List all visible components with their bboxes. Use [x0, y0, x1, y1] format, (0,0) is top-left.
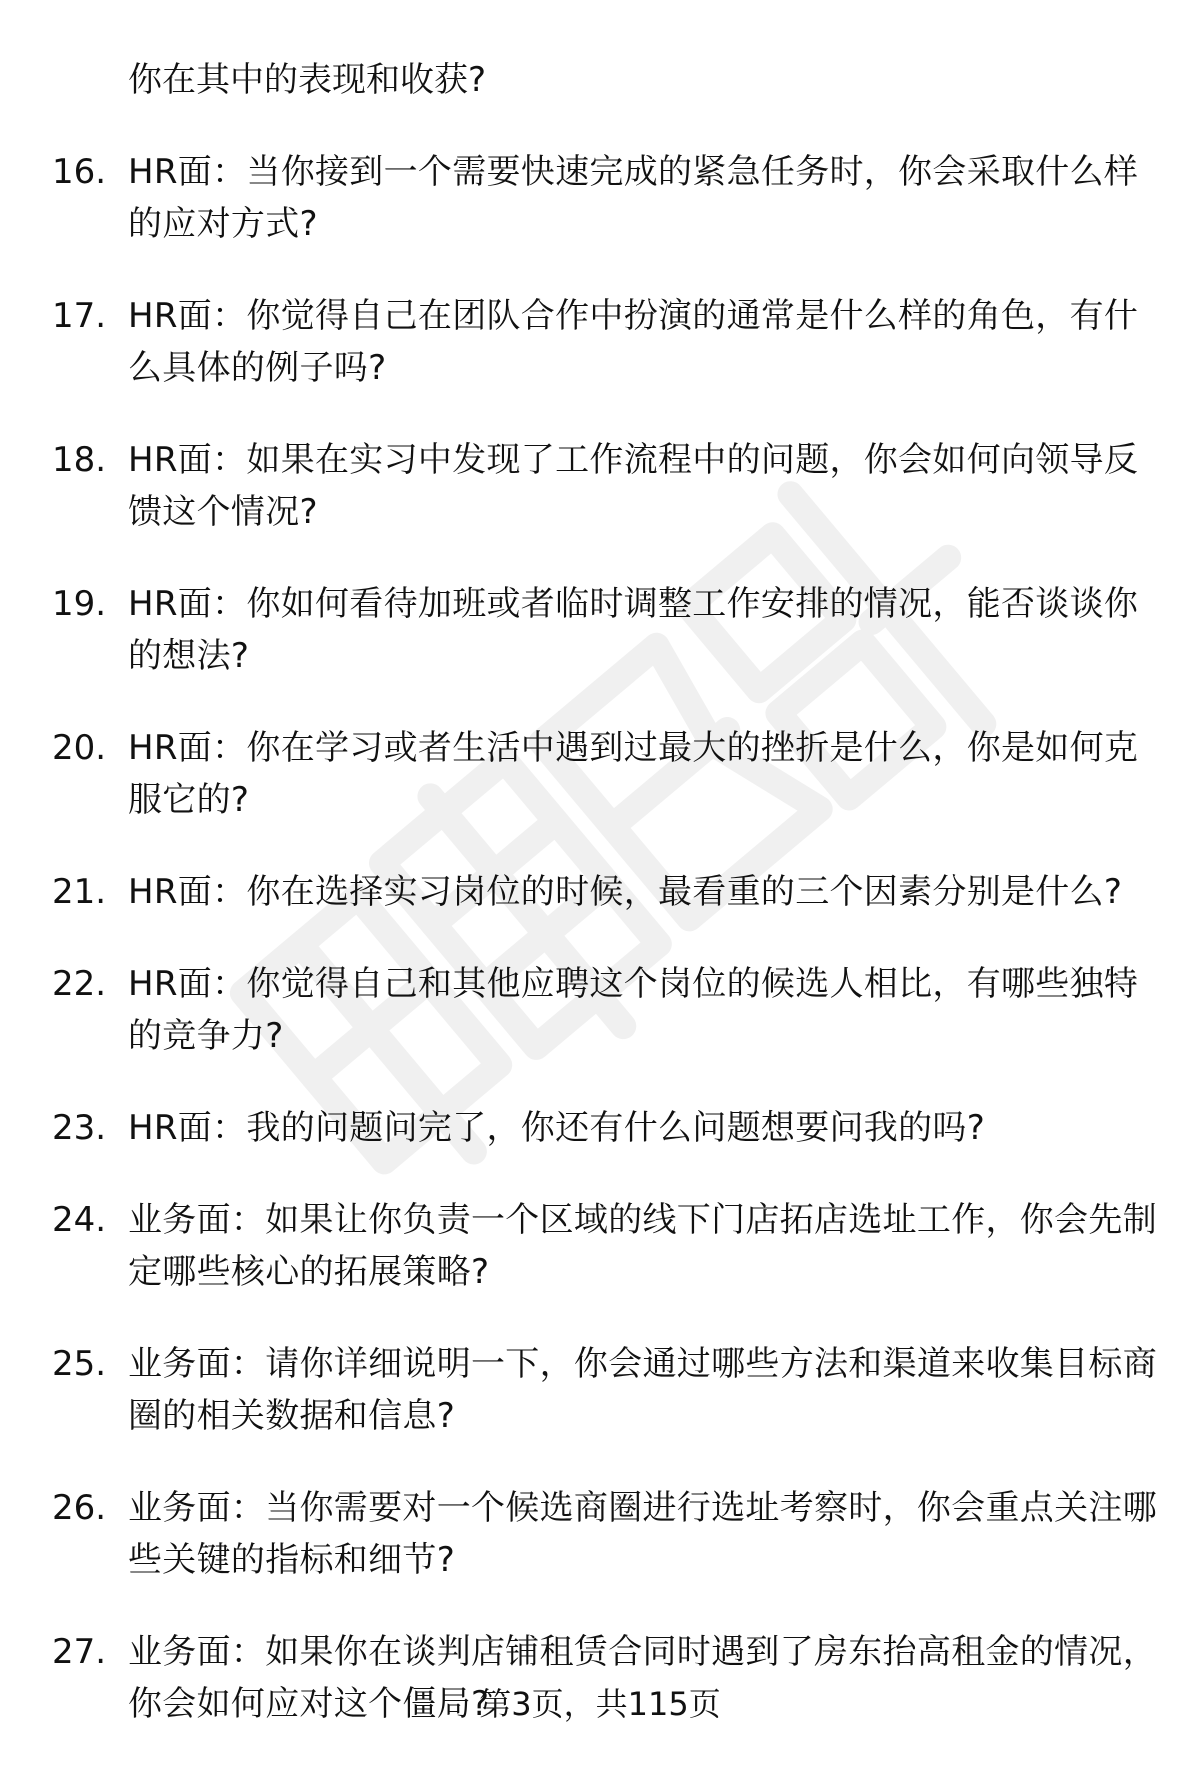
item-number: 25.	[52, 1344, 107, 1384]
list-item	[0, 866, 1200, 918]
list-item	[0, 958, 1200, 1062]
item-text: HR面：我的问题问完了，你还有什么问题想要问我的吗?	[128, 1108, 986, 1148]
item-text: HR面：你在学习或者生活中遇到过最大的挫折是什么，你是如何克服它的?	[128, 728, 1139, 820]
item-text: 业务面：当你需要对一个候选商圈进行选址考察时，你会重点关注哪些关键的指标和细节?	[128, 1488, 1157, 1580]
item-number: 26.	[52, 1488, 107, 1528]
item-text: HR面：你如何看待加班或者临时调整工作安排的情况，能否谈谈你的想法?	[128, 584, 1139, 676]
list-item	[0, 578, 1200, 682]
item-text: 业务面：如果让你负责一个区域的线下门店拓店选址工作，你会先制定哪些核心的拓展策略?	[128, 1200, 1157, 1292]
list-item	[0, 722, 1200, 826]
list-item	[0, 146, 1200, 250]
question-list	[0, 54, 1200, 1770]
item-number: 20.	[52, 728, 107, 768]
list-item	[0, 1102, 1200, 1154]
item-text: 业务面：请你详细说明一下，你会通过哪些方法和渠道来收集目标商圈的相关数据和信息?	[128, 1344, 1157, 1436]
page-footer: 第3页，共115页	[479, 1685, 721, 1723]
item-text: HR面：如果在实习中发现了工作流程中的问题，你会如何向领导反馈这个情况?	[128, 440, 1139, 532]
item-text: 业务面：如果你在谈判店铺租赁合同时遇到了房东抬高租金的情况，你会如何应对这个僵局?	[128, 1632, 1157, 1724]
item-number: 23.	[52, 1108, 107, 1148]
item-number: 16.	[52, 152, 107, 192]
item-number: 19.	[52, 584, 107, 624]
item-number: 17.	[52, 296, 107, 336]
item-number: 18.	[52, 440, 107, 480]
item-number: 27.	[52, 1632, 107, 1672]
item-text: HR面：你在选择实习岗位的时候，最看重的三个因素分别是什么?	[128, 872, 1123, 912]
list-item	[0, 1482, 1200, 1586]
list-item	[0, 434, 1200, 538]
item-number: 21.	[52, 872, 107, 912]
list-item	[0, 290, 1200, 394]
item-text: HR面：你觉得自己和其他应聘这个岗位的候选人相比，有哪些独特的竞争力?	[128, 964, 1139, 1056]
list-item	[0, 1338, 1200, 1442]
item-text: HR面：当你接到一个需要快速完成的紧急任务时，你会采取什么样的应对方式?	[128, 152, 1139, 244]
item-number: 22.	[52, 964, 107, 1004]
continued-question-text: 你在其中的表现和收获?	[128, 60, 487, 100]
item-text: HR面：你觉得自己在团队合作中扮演的通常是什么样的角色，有什么具体的例子吗?	[128, 296, 1139, 388]
item-number: 24.	[52, 1200, 107, 1240]
list-item	[0, 1194, 1200, 1298]
